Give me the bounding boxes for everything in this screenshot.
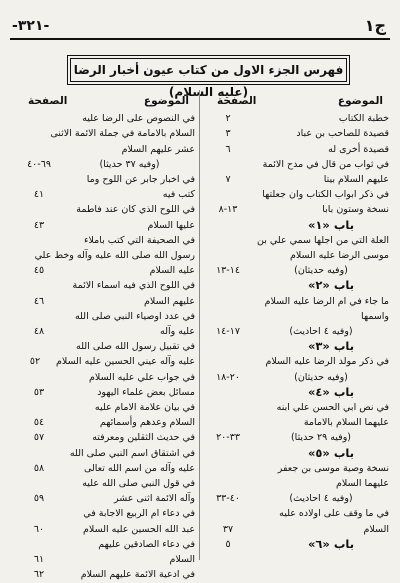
entry-page: ٦٩-٤٠: [27, 158, 51, 170]
entry-page: ٦١: [33, 554, 45, 566]
toc-entry: [14, 248, 195, 263]
entry-text: في ادعية الائمة عليهم السلام: [80, 569, 195, 581]
page-header: الصفحة: [217, 95, 257, 107]
toc-entry: [14, 476, 195, 491]
entry-text: في اخبار جابر عن اللوح وما: [86, 174, 195, 186]
entry-text: عليه وآله: [159, 326, 195, 338]
toc-entry: [203, 248, 389, 263]
toc-entry: [14, 278, 195, 293]
entry-page: ١٧-١٤: [216, 326, 240, 338]
entry-text: في اللوح الذي كان عند فاطمة: [76, 204, 195, 216]
toc-entry: [14, 324, 195, 339]
toc-entry: [203, 491, 389, 506]
left-column-header: [14, 94, 195, 109]
entry-page: ٦٢: [33, 569, 45, 581]
toc-entry: [14, 126, 195, 141]
entry-page: ٥٩: [33, 493, 45, 505]
toc-entry: [203, 415, 389, 430]
entry-text: (وفيه ٢٩ حديثا): [290, 432, 352, 444]
entry-text: (وفيه ٤ احاديث): [289, 326, 353, 338]
entry-text: وآله الائمة اثنى عشر: [113, 493, 195, 505]
entry-text: (وفيه حديثان): [294, 265, 348, 277]
toc-entry: [203, 461, 389, 476]
toc-entry: [14, 339, 195, 354]
toc-entry: [203, 294, 389, 309]
chapter-heading: [203, 339, 389, 354]
toc-entry: [14, 552, 195, 567]
entry-text: في قول النبي صلى الله عليه: [82, 478, 195, 490]
toc-entry: [14, 263, 195, 278]
entry-text: كتب فيه: [162, 189, 195, 201]
toc-entry: [14, 294, 195, 309]
toc-entry: [14, 202, 195, 217]
toc-entry: [14, 446, 195, 461]
entry-text: في اللوح الذي فيه اسماء الائمة: [72, 280, 195, 292]
left-column: [14, 94, 195, 583]
toc-entry: [14, 187, 195, 202]
entry-page: ٢٠-١٨: [216, 371, 240, 383]
toc-entry: [14, 354, 195, 369]
volume-label: ج١: [364, 16, 386, 35]
toc-entry: [203, 202, 389, 217]
toc-entry: [203, 157, 389, 172]
entry-text: في دعاء الصادقين عليهم: [98, 538, 195, 550]
toc-entry: [14, 537, 195, 552]
entry-page: ٥٧: [33, 432, 45, 444]
entry-text: في حديث الثقلين ومعرفته: [92, 432, 195, 444]
entry-text: مسائل بعض علماء اليهود: [97, 386, 195, 398]
entry-text: عليه وآله من اسم الله تعالى: [83, 462, 195, 474]
toc-entry: [203, 126, 389, 141]
entry-page: ١٤-١٣: [216, 265, 240, 277]
entry-page: ٥٢: [29, 356, 41, 368]
page-header: الصفحة: [28, 95, 68, 107]
entry-text: (وفيه ٤ احاديث): [289, 493, 353, 505]
right-column-header: [203, 94, 389, 109]
toc-entry: [203, 354, 389, 369]
entry-text: في تقبيل رسول الله صلى الله: [76, 341, 195, 353]
entry-text: في اشتقاق اسم النبي صلى الله: [69, 447, 195, 459]
entry-text: في دعاء ام الربيع الاجابة في: [83, 508, 195, 520]
entry-text: (وفيه حديثان): [294, 371, 348, 383]
entry-page: ٤٣: [33, 219, 45, 231]
entry-page: ١٣-٨: [218, 204, 238, 216]
entry-page: ٤٥: [33, 265, 45, 277]
toc-entry: [14, 461, 195, 476]
toc-entry: [14, 233, 195, 248]
entry-text: العلة التي من اجلها سمي علي بن: [256, 234, 389, 246]
entry-page: ٥٨: [33, 462, 45, 474]
toc-entry: [14, 218, 195, 233]
toc-entry: [14, 415, 195, 430]
toc-entry: [14, 522, 195, 537]
entry-text: رسول الله صلى الله عليه وآله وخط علي: [34, 250, 195, 262]
toc-entry: [14, 309, 195, 324]
header-rule: [10, 38, 390, 40]
toc-entry: [14, 506, 195, 521]
topic-header: الموضوع: [143, 95, 189, 107]
entry-page: ٤٨: [33, 326, 45, 338]
page-number: -٣٢١-: [12, 18, 50, 34]
entry-text: عليهم السلام بيتا: [323, 174, 389, 186]
toc-entry: [203, 400, 389, 415]
entry-text: في النصوص على الرضا عليه: [82, 113, 195, 125]
toc-entry: [203, 370, 389, 385]
entry-page: ٣٣-٢٠: [216, 432, 240, 444]
entry-text: في الصحيفة التي كتب باملاء: [83, 234, 195, 246]
entry-page: ٤٦: [33, 295, 45, 307]
entry-text: في ثواب من قال في مدح الائمة: [262, 158, 389, 170]
entry-text: السلام: [169, 554, 195, 566]
entry-text: باب «١»: [307, 217, 355, 232]
toc-entry: [14, 491, 195, 506]
right-column: [203, 94, 389, 552]
toc-entry: [14, 172, 195, 187]
toc-entry: [203, 187, 389, 202]
entry-text: عبد الله الحسين عليه السلام: [83, 523, 195, 535]
right-column-rows: [203, 111, 389, 552]
entry-page: ٥٤: [33, 417, 45, 429]
toc-entry: [203, 309, 389, 324]
toc-entry: [14, 385, 195, 400]
toc-entry: [203, 233, 389, 248]
entry-text: عليه السلام: [149, 265, 195, 277]
entry-text: في ذكر ابواب الكتاب وان جعلتها: [262, 189, 389, 201]
entry-text: نسخة وصية موسى بن جعفر: [277, 462, 389, 474]
entry-text: في جواب علي عليه السلام: [89, 371, 195, 383]
toc-entry: [203, 142, 389, 157]
entry-page: ٣: [225, 128, 231, 140]
entry-page: ٥: [225, 538, 231, 550]
toc-entry: [203, 430, 389, 445]
entry-text: عليها السلام: [147, 219, 195, 231]
toc-entry: [14, 400, 195, 415]
entry-page: ٣٧: [222, 523, 234, 535]
entry-page: ٤٠-٣٣: [216, 493, 240, 505]
entry-text: خطبة الكتاب: [338, 113, 389, 125]
toc-entry: [203, 476, 389, 491]
chapter-heading: [203, 385, 389, 400]
entry-text: في نص ابي الحسن علي ابنه: [276, 402, 389, 414]
entry-page: ٤١: [33, 189, 45, 201]
entry-text: باب «٦»: [307, 536, 355, 551]
entry-page: ٥٣: [33, 386, 45, 398]
entry-text: (وفيه ٣٧ حديثا): [99, 158, 160, 170]
entry-text: في ذكر مولد الرضا عليه السلام: [265, 356, 389, 368]
entry-text: السلام: [363, 523, 389, 535]
entry-page: ٦٠: [33, 523, 45, 535]
entry-page: ٢: [225, 113, 231, 125]
chapter-heading: [203, 537, 389, 552]
entry-text: قصيدة أخرى له: [328, 143, 389, 155]
entry-text: في عدد اوصياء النبي صلى الله: [74, 310, 195, 322]
entry-text: عليه وآله عيني الحسين عليه السلام: [56, 356, 195, 368]
entry-text: موسى الرضا عليه السلام: [289, 250, 389, 262]
toc-entry: [14, 142, 195, 157]
page-title: فهرس الجزء الاول من كتاب عيون أخبار الرضا (عليه السلام): [70, 58, 347, 82]
entry-text: ما جاء في ام الرضا عليه السلام: [264, 295, 389, 307]
toc-entry: [203, 111, 389, 126]
column-divider: [199, 90, 200, 560]
entry-text: باب «٥»: [307, 445, 355, 460]
toc-entry: [203, 522, 389, 537]
entry-text: في بيان علامة الامام عليه: [94, 402, 195, 414]
entry-text: السلام وعدهم وأسمائهم: [99, 417, 195, 429]
entry-page: ٦: [225, 143, 231, 155]
entry-text: قصيدة للصاحب بن عباد: [296, 128, 389, 140]
chapter-heading: [203, 218, 389, 233]
chapter-heading: [203, 278, 389, 293]
entry-text: واسمها: [361, 310, 389, 322]
toc-entry: [203, 324, 389, 339]
toc-entry: [203, 172, 389, 187]
toc-entry: [14, 370, 195, 385]
entry-page: ٧: [225, 174, 231, 186]
entry-text: عليهم السلام: [144, 295, 195, 307]
entry-text: باب «٢»: [307, 278, 355, 293]
toc-entry: [14, 430, 195, 445]
topic-header: الموضوع: [337, 95, 383, 107]
entry-text: نسخة وستون بابا: [322, 204, 389, 216]
toc-entry: [203, 263, 389, 278]
entry-text: باب «٤»: [307, 384, 355, 399]
toc-entry: [14, 111, 195, 126]
toc-entry: [14, 157, 195, 172]
left-column-rows: [14, 111, 195, 582]
entry-text: عليهما السلام بالامامة: [303, 417, 389, 429]
entry-text: عليهما السلام: [335, 478, 389, 490]
toc-entry: [14, 567, 195, 582]
toc-entry: [203, 506, 389, 521]
entry-text: السلام بالامامة في جملة الائمة الاثنى: [50, 128, 195, 140]
entry-text: عشر عليهم السلام: [121, 143, 195, 155]
entry-text: باب «٣»: [307, 339, 355, 354]
chapter-heading: [203, 446, 389, 461]
entry-text: في ما وقف على اولاده عليه: [279, 508, 389, 520]
